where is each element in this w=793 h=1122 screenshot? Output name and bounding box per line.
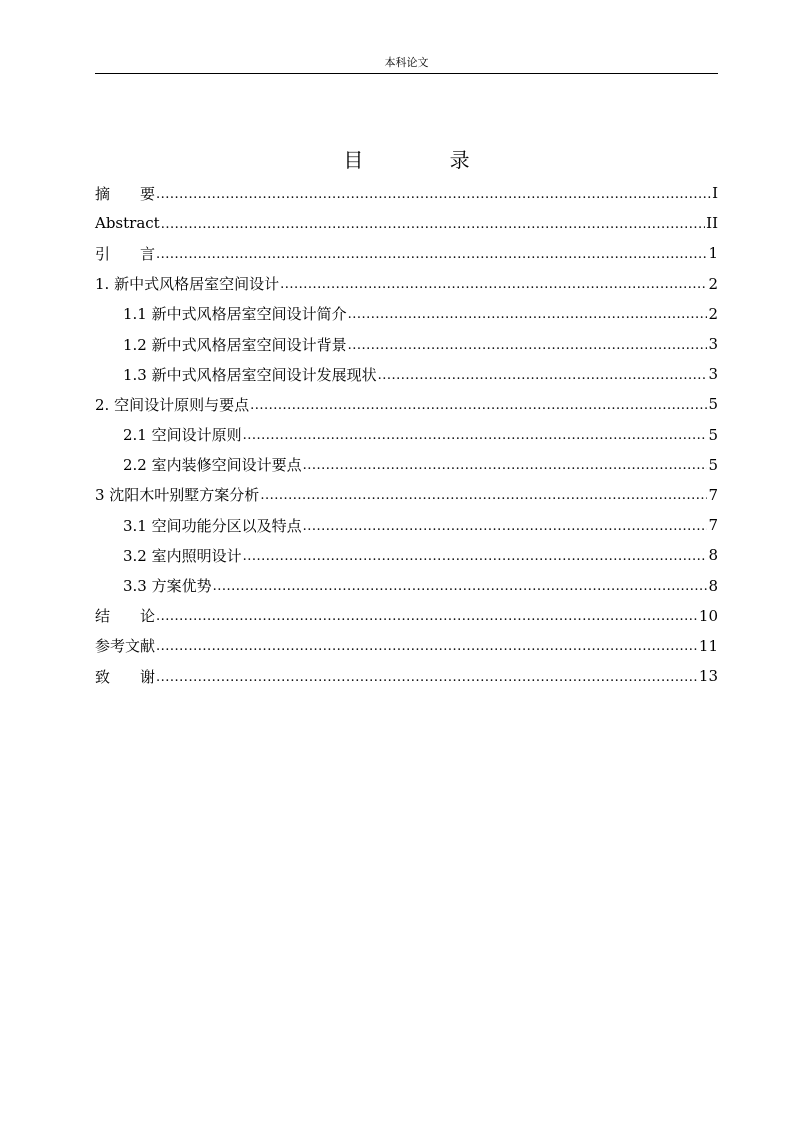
toc-entry-label: Abstract [95,214,160,233]
header-rule [95,73,718,74]
toc-entry-section-1-1[interactable] [95,299,718,329]
toc-entry-label: 1. 新中式风格居室空间设计 [95,275,280,294]
toc-entry-chapter-3[interactable] [95,480,718,510]
toc-entry-section-2-1[interactable] [95,420,718,450]
toc-entry-page: I [712,184,718,203]
toc-entry-references[interactable] [95,631,718,661]
toc-entry-page: II [706,214,718,233]
table-of-contents [95,178,718,691]
toc-entry-section-1-2[interactable] [95,329,718,359]
toc-entry-abstract-cn[interactable] [95,178,718,208]
toc-entry-conclusion[interactable] [95,601,718,631]
toc-dot-leader [280,277,707,292]
toc-entry-page: 7 [708,516,718,535]
toc-entry-page: 3 [708,365,718,384]
toc-dot-leader [213,579,708,594]
toc-entry-label: 3.2 室内照明设计 [123,546,242,565]
toc-entry-section-3-1[interactable] [95,510,718,540]
toc-dot-leader [378,368,708,383]
toc-entry-label: 参考文献 [95,637,156,656]
toc-entry-introduction[interactable] [95,238,718,268]
toc-entry-page: 5 [708,395,718,414]
toc-dot-leader [348,338,708,353]
toc-entry-label: 结 论 [95,607,156,626]
toc-entry-page: 7 [708,485,718,504]
toc-entry-label: 1.1 新中式风格居室空间设计简介 [123,305,347,324]
toc-dot-leader [303,458,708,473]
toc-dot-leader [156,609,698,624]
toc-entry-section-3-2[interactable] [95,540,718,570]
toc-entry-section-2-2[interactable] [95,450,718,480]
toc-entry-page: 2 [708,304,718,323]
toc-entry-label: 2.2 室内装修空间设计要点 [123,456,302,475]
toc-entry-page: 5 [708,455,718,474]
toc-entry-chapter-2[interactable] [95,389,718,419]
toc-entry-section-1-3[interactable] [95,359,718,389]
toc-entry-abstract-en[interactable] [95,208,718,238]
toc-entry-page: 10 [698,606,718,625]
toc-entry-label: 1.3 新中式风格居室空间设计发展现状 [123,365,377,384]
toc-dot-leader [250,398,707,413]
toc-dot-leader [161,217,705,232]
toc-entry-page: 1 [708,244,718,263]
toc-entry-label: 1.2 新中式风格居室空间设计背景 [123,335,347,354]
toc-entry-label: 3.3 方案优势 [123,577,212,596]
toc-entry-page: 5 [708,425,718,444]
toc-entry-chapter-1[interactable] [95,269,718,299]
toc-dot-leader [303,519,708,534]
toc-dot-leader [156,670,698,685]
toc-entry-label: 摘 要 [95,184,156,203]
toc-dot-leader [156,187,711,202]
toc-dot-leader [348,307,708,322]
toc-entry-label: 致 谢 [95,667,156,686]
toc-dot-leader [260,488,707,503]
toc-entry-page: 8 [708,576,718,595]
toc-dot-leader [156,247,707,262]
toc-dot-leader [243,549,708,564]
toc-dot-leader [156,639,698,654]
toc-entry-page: 3 [708,335,718,354]
running-header: 本科论文 [384,56,429,69]
toc-entry-page: 11 [698,636,718,655]
toc-entry-page: 8 [708,546,718,565]
toc-entry-label: 3.1 空间功能分区以及特点 [123,516,302,535]
toc-entry-page: 13 [698,667,718,686]
toc-entry-label: 2.1 空间设计原则 [123,426,242,445]
toc-title: 目 录 [343,148,510,172]
toc-entry-section-3-3[interactable] [95,570,718,600]
toc-entry-label: 引 言 [95,244,156,263]
toc-entry-page: 2 [708,274,718,293]
toc-entry-acknowledgements[interactable] [95,661,718,691]
toc-dot-leader [243,428,708,443]
toc-entry-label: 2. 空间设计原则与要点 [95,395,250,414]
toc-entry-label: 3 沈阳木叶别墅方案分析 [95,486,260,505]
